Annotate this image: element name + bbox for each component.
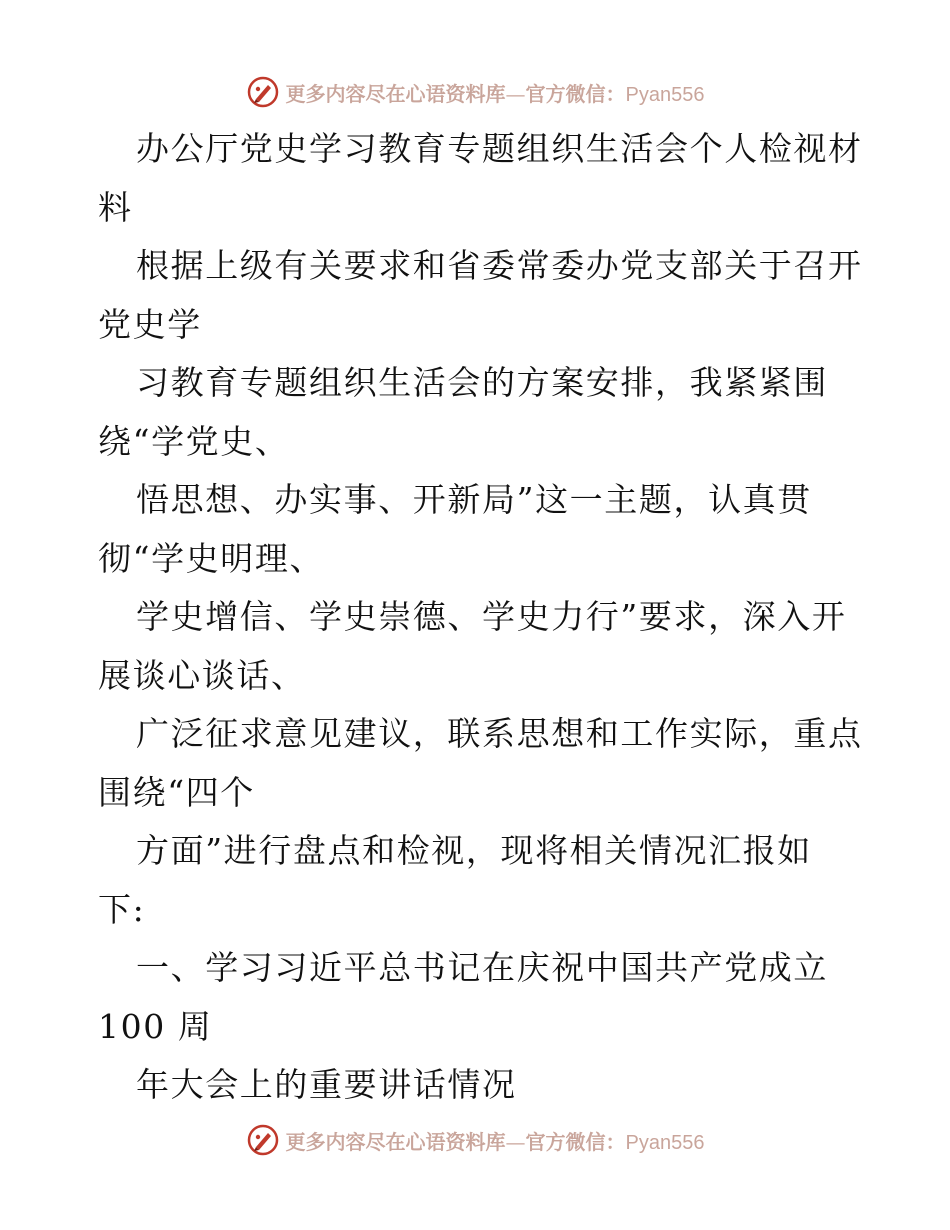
watermark-header (0, 70, 950, 114)
text-line: 悟思想、办实事、开新局”这一主题，认真贯 (136, 480, 812, 519)
watermark-text (286, 78, 705, 107)
text-line: 年大会上的重要讲话情况 (136, 1065, 517, 1104)
watermark-brand: 更多内容尽在心语资料库 (285, 1129, 506, 1154)
pen-logo-icon (246, 1123, 280, 1157)
text-line: 料 (98, 187, 133, 227)
text-line: 党史学 (98, 304, 202, 344)
text-line: 一、学习习近平总书记在庆祝中国共产党成立 (136, 948, 828, 987)
watermark-dash: — (505, 81, 526, 106)
watermark-id: Pyan556 (625, 83, 705, 106)
text-line: 下: (98, 889, 146, 929)
text-line: 办公厅党史学习教育专题组织生活会个人检视材 (136, 129, 863, 168)
text-line: 学史增信、学史崇德、学史力行”要求，深入开 (136, 597, 847, 636)
text-line: 方面”进行盘点和检视，现将相关情况汇报如 (136, 831, 812, 870)
watermark-official: 官方微信： (525, 81, 626, 106)
watermark-dash: — (505, 1129, 526, 1154)
watermark-id: Pyan556 (625, 1131, 705, 1154)
text-line: 彻“学史明理、 (98, 538, 325, 578)
text-line: 习教育专题组织生活会的方案安排，我紧紧围 (136, 363, 828, 402)
watermark-brand: 更多内容尽在心语资料库 (285, 81, 506, 106)
document-body (98, 120, 863, 1115)
text-line: 绕“学党史、 (98, 421, 290, 461)
text-line: 100 周 (98, 1006, 213, 1046)
text-line: 围绕“四个 (98, 772, 255, 812)
watermark-text (286, 1126, 705, 1155)
watermark-footer (0, 1118, 950, 1162)
text-line: 展谈心谈话、 (98, 655, 306, 695)
text-line: 根据上级有关要求和省委常委办党支部关于召开 (136, 246, 863, 285)
pen-logo-icon (246, 75, 280, 109)
watermark-official: 官方微信： (525, 1129, 626, 1154)
text-line: 广泛征求意见建议，联系思想和工作实际，重点 (136, 714, 863, 753)
